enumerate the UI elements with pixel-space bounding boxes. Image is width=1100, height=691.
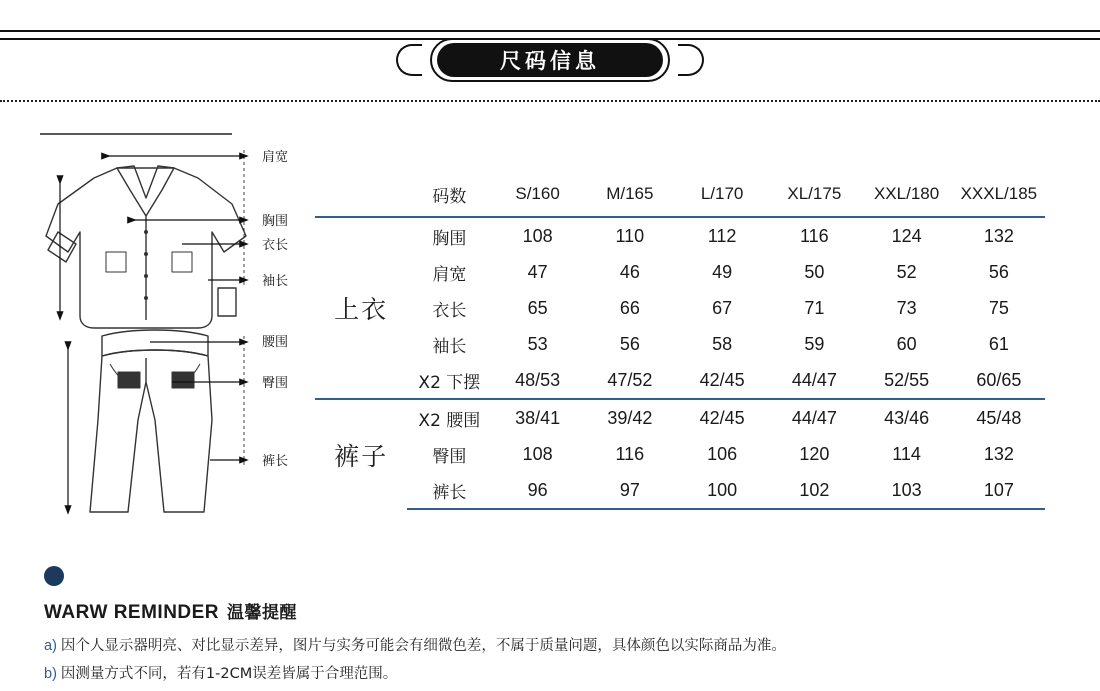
size-table xyxy=(315,172,1045,510)
cell-value: 97 xyxy=(584,472,676,509)
cell-value: 49 xyxy=(712,261,733,282)
page-title-badge xyxy=(430,38,670,82)
header-size-s: S/160 xyxy=(491,172,583,217)
cell-value: 102 xyxy=(768,472,860,509)
metric-label: 臀围 xyxy=(432,446,467,467)
cell-value: 44/47 xyxy=(791,369,837,390)
svg-text:衣长: 衣长 xyxy=(262,238,289,253)
cell-value: 112 xyxy=(707,225,737,246)
cell-value: 65 xyxy=(527,297,548,318)
cell-value: 61 xyxy=(988,333,1009,354)
cell-value: 116 xyxy=(615,443,645,464)
cell-value: 67 xyxy=(712,297,733,318)
cell-value: 120 xyxy=(799,443,830,464)
table-row xyxy=(315,254,1045,290)
cell-value: 52 xyxy=(896,261,917,282)
table-row xyxy=(315,290,1045,326)
svg-text:肩宽: 肩宽 xyxy=(262,150,289,165)
svg-text:裤长: 裤长 xyxy=(262,454,289,469)
cell-value: 60/65 xyxy=(976,369,1022,390)
table-row xyxy=(315,362,1045,399)
reminder-text: 因测量方式不同，若有1-2CM误差皆属于合理范围。 xyxy=(60,666,398,682)
cell-value: 42/45 xyxy=(676,399,768,436)
table-row xyxy=(315,472,1045,509)
cell-value: 110 xyxy=(615,225,645,246)
group-label-top: 上衣 xyxy=(334,295,389,324)
metric-label: 肩宽 xyxy=(432,264,467,285)
header-size-l: L/170 xyxy=(676,172,768,217)
metric-label: 袖长 xyxy=(432,336,467,357)
metric-label: X2 腰围 xyxy=(407,399,491,436)
cell-value: 48/53 xyxy=(515,369,561,390)
header-label-size: 码数 xyxy=(407,172,491,217)
header-size-m: M/165 xyxy=(584,172,676,217)
table-row xyxy=(315,217,1045,254)
cell-value: 56 xyxy=(619,333,640,354)
table-row xyxy=(315,326,1045,362)
metric-label: 衣长 xyxy=(432,300,467,321)
reminder-text: 因个人显示器明亮、对比显示差异，图片与实务可能会有细微色差，不属于质量问题，具体颜色以实际商品为准。 xyxy=(60,638,786,654)
cell-value: 43/46 xyxy=(860,399,952,436)
table-header-row xyxy=(315,172,1045,217)
reminder-section xyxy=(44,566,1064,690)
cell-value: 116 xyxy=(799,225,829,246)
cell-value: 124 xyxy=(891,225,922,246)
cell-value: 106 xyxy=(707,443,738,464)
header-size-xxxl: XXXL/185 xyxy=(953,172,1045,217)
metric-label: 胸围 xyxy=(432,228,467,249)
cell-value: 96 xyxy=(491,472,583,509)
reminder-line xyxy=(44,634,1064,655)
cell-value: 107 xyxy=(953,472,1045,509)
cell-value: 114 xyxy=(892,443,921,464)
size-table-container xyxy=(315,172,1045,510)
reminder-title xyxy=(44,598,1064,624)
cell-value: 47 xyxy=(527,261,548,282)
svg-text:胸围: 胸围 xyxy=(262,214,289,229)
cell-value: 38/41 xyxy=(491,399,583,436)
header-size-xl: XL/175 xyxy=(768,172,860,217)
cell-value: 103 xyxy=(860,472,952,509)
reminder-title-en: WARW REMINDER xyxy=(44,602,220,623)
svg-text:腰围: 腰围 xyxy=(262,335,289,350)
cell-value: 50 xyxy=(804,261,825,282)
cell-value: 132 xyxy=(983,225,1014,246)
reminder-line xyxy=(44,662,1064,683)
cell-value: 45/48 xyxy=(953,399,1045,436)
table-row xyxy=(315,436,1045,472)
cell-value: 53 xyxy=(527,333,548,354)
reminder-marker: b) xyxy=(44,666,57,682)
cell-value: 100 xyxy=(676,472,768,509)
title-wing-left xyxy=(396,44,422,76)
header-size-xxl: XXL/180 xyxy=(860,172,952,217)
cell-value: 56 xyxy=(988,261,1009,282)
cell-value: 47/52 xyxy=(607,369,653,390)
cell-value: 60 xyxy=(896,333,917,354)
page-title: 尺码信息 xyxy=(500,49,600,73)
header-dotted-divider xyxy=(0,100,1100,102)
cell-value: 58 xyxy=(712,333,733,354)
header-rule-top xyxy=(0,30,1100,32)
svg-text:臀围: 臀围 xyxy=(262,376,289,391)
cell-value: 46 xyxy=(619,261,640,282)
title-wing-right xyxy=(678,44,704,76)
group-label-pants: 裤子 xyxy=(315,399,407,509)
cell-value: 108 xyxy=(522,443,553,464)
cell-value: 39/42 xyxy=(584,399,676,436)
bullet-dot-icon xyxy=(44,566,64,586)
cell-value: 42/45 xyxy=(699,369,745,390)
cell-value: 108 xyxy=(522,225,553,246)
garment-diagram xyxy=(22,120,312,550)
metric-label: X2 下摆 xyxy=(418,372,481,393)
svg-text:袖长: 袖长 xyxy=(262,274,289,289)
cell-value: 59 xyxy=(804,333,825,354)
cell-value: 132 xyxy=(983,443,1014,464)
cell-value: 44/47 xyxy=(768,399,860,436)
reminder-title-cn: 温馨提醒 xyxy=(227,603,298,623)
cell-value: 71 xyxy=(804,297,825,318)
cell-value: 66 xyxy=(619,297,640,318)
page-header xyxy=(0,0,1100,110)
metric-label: 裤长 xyxy=(407,472,491,509)
cell-value: 52/55 xyxy=(884,369,930,390)
reminder-marker: a) xyxy=(44,638,57,654)
title-fill xyxy=(437,43,663,77)
table-row xyxy=(315,399,1045,436)
header-group-spacer xyxy=(315,172,407,217)
cell-value: 73 xyxy=(896,297,917,318)
cell-value: 75 xyxy=(988,297,1009,318)
